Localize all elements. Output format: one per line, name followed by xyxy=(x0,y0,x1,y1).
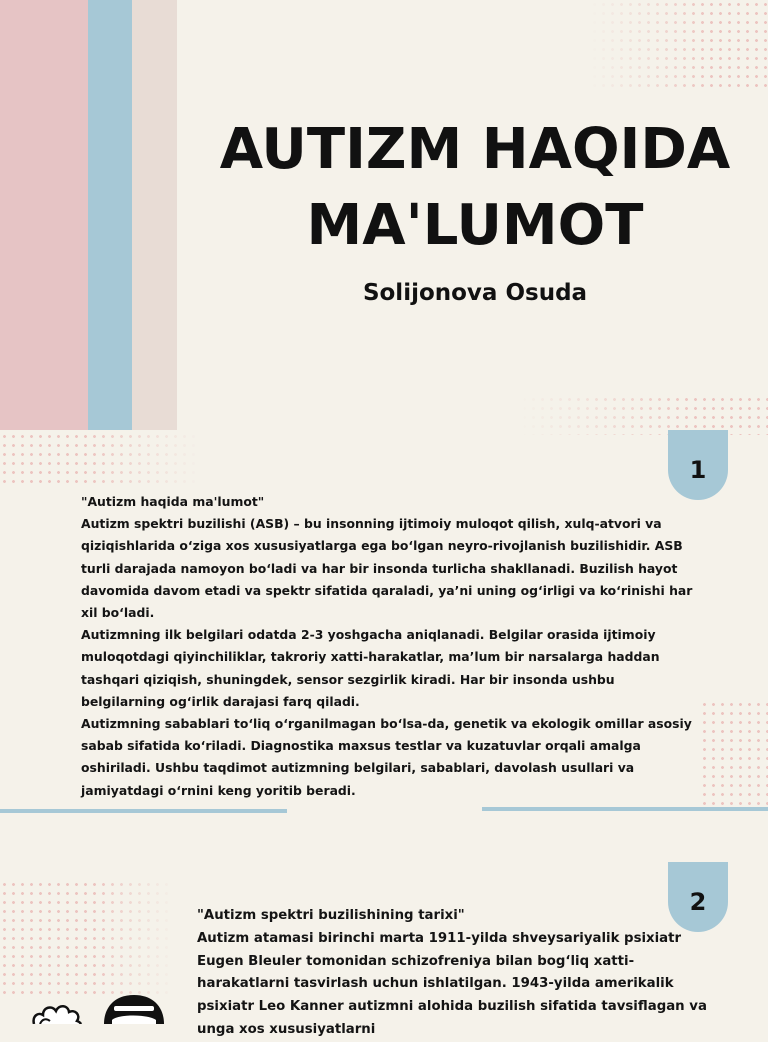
page-number-badge-2: 2 xyxy=(668,862,728,932)
decor-stripe-blue xyxy=(88,0,132,430)
section-2-text xyxy=(197,905,717,1042)
page-number-badge-1: 1 xyxy=(668,430,728,500)
decor-dots-bottom-left xyxy=(0,880,175,995)
section-2-paragraph: Autizm atamasi birinchi marta 1911-yilda shveysariyalik psixiatr Eugen Bleuler tomonidan schizofreniya bilan bog‘liq xatti-harakatlarni tasvirlash uchun ishlatilgan. 1943-yilda amerikalik psixiatr Leo Kanner autizmni alohida buzilish sifatida tavsiflagan va unga xos xususiyatlarni xyxy=(197,930,707,1037)
cartoon-illustration-icon xyxy=(30,990,180,1024)
divider-left xyxy=(0,809,287,813)
page-title xyxy=(190,112,760,264)
decor-dots-top-right xyxy=(590,0,768,90)
decor-dots-mid-right xyxy=(520,395,768,435)
decor-dots-mid-left xyxy=(0,432,200,487)
title-line-2: MA'LUMOT xyxy=(306,193,644,258)
title-line-1: AUTIZM HAQIDA xyxy=(219,117,731,182)
section-1-paragraph-3: Autizmning sabablari to‘liq o‘rganilmagan bo‘lsa-da, genetik va ekologik omillar asosiy sabab sifatida ko‘riladi. Diagnostika maxsus testlar va kuzatuvlar orqali amalga oshiriladi. Ushbu taqdimot autizmning belgilari, sabablari, davolash usullari va jamiyatdagi o‘rnini keng yoritib beradi. xyxy=(81,716,692,798)
section-1-text xyxy=(81,491,693,802)
divider-right xyxy=(482,807,768,811)
section-2-heading: "Autizm spektri buzilishining tarixi" xyxy=(197,908,465,923)
section-1-paragraph-2: Autizmning ilk belgilari odatda 2-3 yoshgacha aniqlanadi. Belgilar orasida ijtimoiy muloqotdagi qiyinchiliklar, takroriy xatti-harakatlar, ma’lum bir narsalarga haddan tashqari qiziqish, shuningdek, sensor sezgirlik kiradi. Har bir insonda ushbu belgilarning og‘irlik darajasi farq qiladi. xyxy=(81,627,660,709)
decor-stripe-beige xyxy=(132,0,177,430)
author-name: Solijonova Osuda xyxy=(362,280,588,306)
decor-stripe-pink xyxy=(0,0,88,430)
section-1-paragraph-1: Autizm spektri buzilishi (ASB) – bu insonning ijtimoiy muloqot qilish, xulq-atvori va qiziqishlarida o‘ziga xos xususiyatlarga ega bo‘lgan neyro-rivojlanish buzilishidir. ASB turli darajada namoyon bo‘ladi va har bir insonda turlicha shakllanadi. Buzilish hayot davomida davom etadi va spektr sifatida qaraladi, ya’ni uning og‘irligi va ko‘rinishi har xil bo‘ladi. xyxy=(81,516,693,621)
decor-dots-right xyxy=(700,700,768,810)
section-1-heading: "Autizm haqida ma'lumot" xyxy=(81,494,265,509)
